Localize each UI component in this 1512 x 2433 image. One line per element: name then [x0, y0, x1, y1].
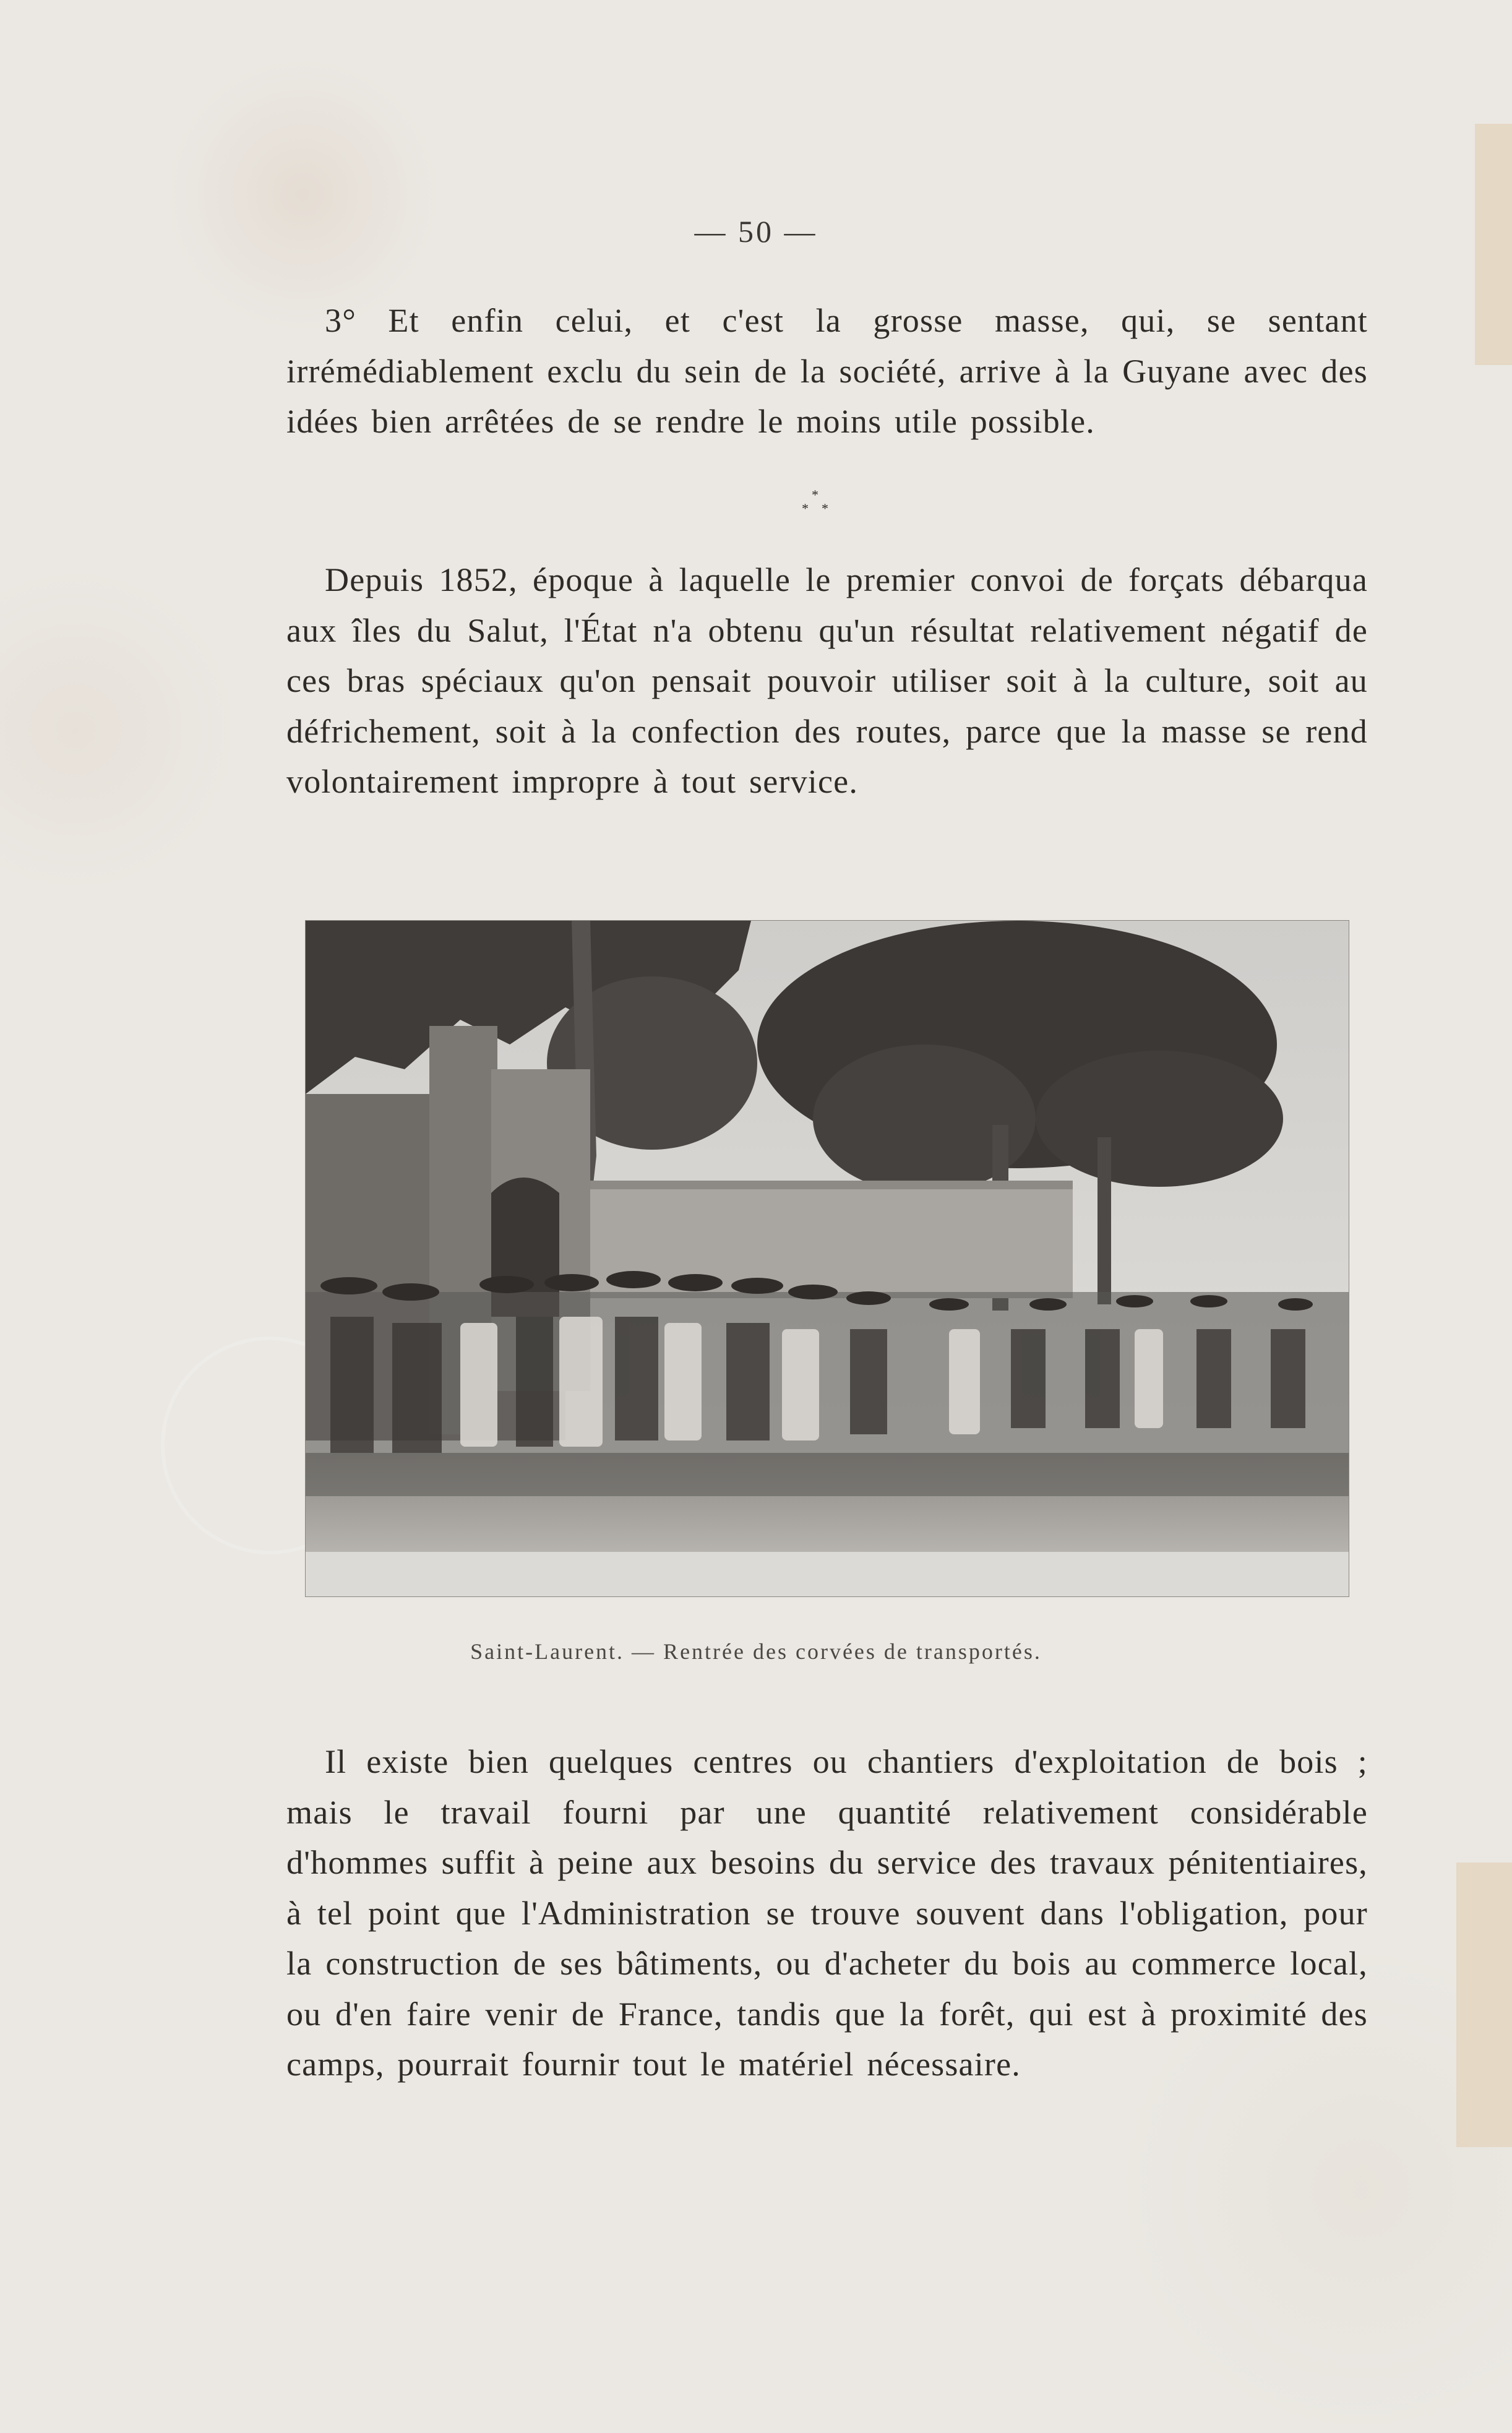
paragraph-1-text: 3° Et enfin celui, et c'est la grosse masse, qui, se sentant irrémédiablement exclu du sein de la société, arrive à la Guyane avec des idées bien arrêtées de se rendre le moins utile possible. — [286, 302, 1368, 440]
figure-caption: Saint-Laurent. — Rentrée des corvées de transportés. — [470, 1639, 1042, 1664]
page-number: — 50 — — [694, 214, 818, 249]
paper-edge-strip — [1456, 1862, 1512, 2147]
paragraph-2 — [286, 555, 1368, 807]
asterism-star: * — [802, 501, 809, 516]
photograph-saint-laurent — [306, 921, 1349, 1596]
paragraph-2-text: Depuis 1852, époque à laquelle le premier convoi de forçats débarqua aux îles du Salut, l'État n'a obtenu qu'un résultat relativement négatif de ces bras spéciaux qu'on pensait pouvoir utiliser soit à la culture, soit au défrichement, soit à la confection des routes, parce que la masse se rend volontairement impropre à tout service. — [286, 561, 1368, 800]
paragraph-3 — [286, 1737, 1368, 2090]
asterism-separator — [798, 481, 835, 518]
asterism-star: * — [812, 487, 818, 502]
paragraph-3-text: Il existe bien quelques centres ou chantiers d'exploitation de bois ; mais le travail fourni par une quantité relativement considérable d'hommes suffit à peine aux besoins du service des travaux pénitentiaires, à tel point que l'Administration se trouve souvent dans l'obligation, pour la construction de ses bâtiments, ou d'acheter du bois au commerce local, ou d'en faire venir de France, tandis que la forêt, qui est à proximité des camps, pourrait fournir tout le matériel nécessaire. — [286, 1743, 1368, 2083]
paragraph-1 — [286, 296, 1368, 447]
asterism-star: * — [822, 501, 828, 516]
